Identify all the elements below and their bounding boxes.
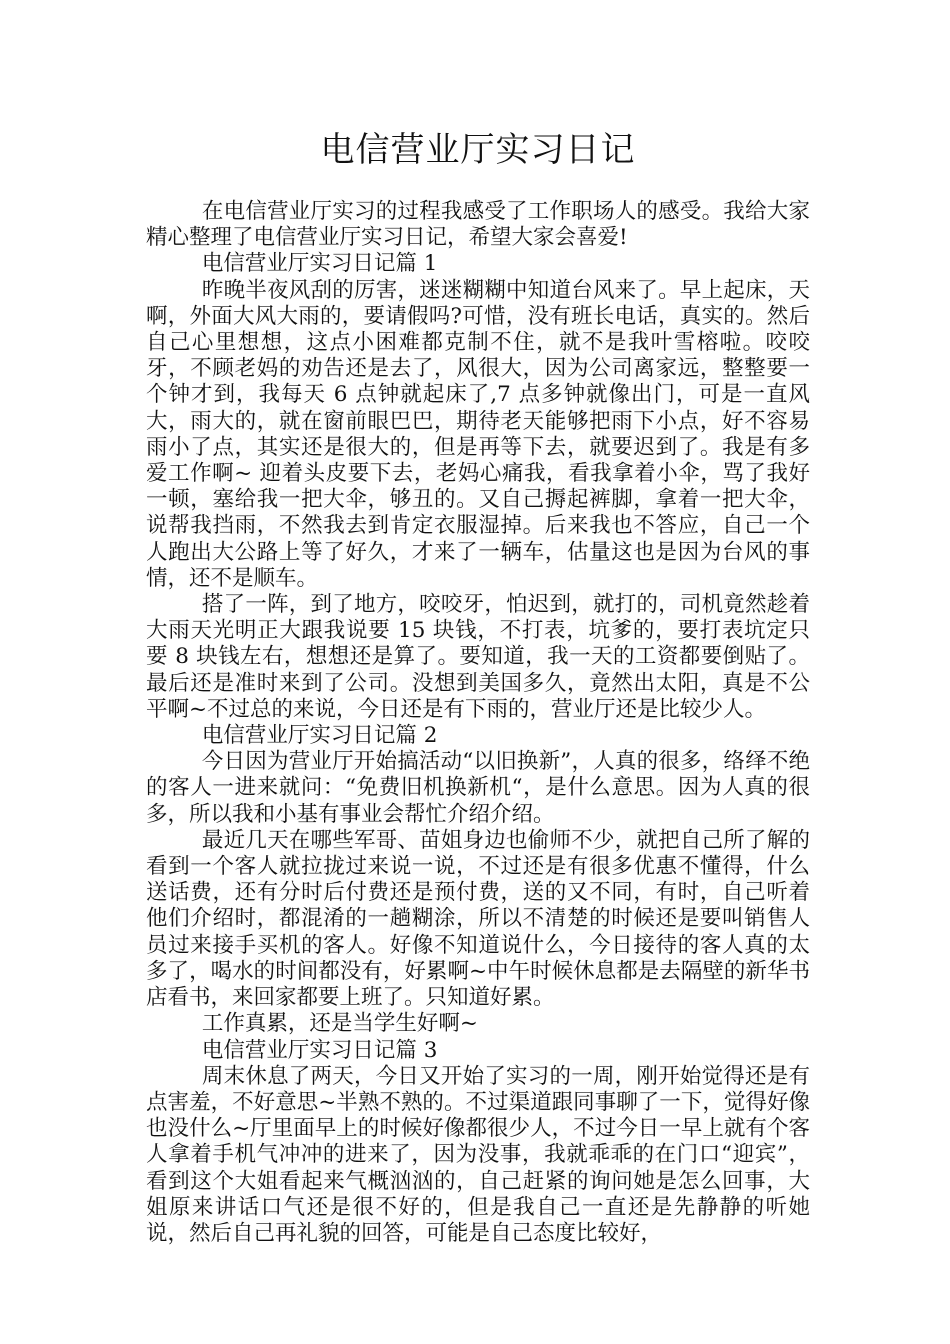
- paragraph: 最近几天在哪些军哥、苗姐身边也偷师不少，就把自己所了解的看到一个客人就拉拢过来说一说，不过还是有很多优惠不懂得，什么送话费，还有分时后付费还是预付费，送的又不同，有时，自己听着他们介绍时，都混淆的一趟糊涂，所以不清楚的时候还是要叫销售人员过来接手买机的客人。好像不知道说什么，今日接待的客人真的太多了，喝水的时间都没有，好累啊~中午时候休息都是去隔壁的新华书店看书，来回家都要上班了。只知道好累。: [146, 827, 810, 1011]
- section-heading-2: 电信营业厅实习日记篇 2: [201, 723, 438, 749]
- paragraph: 搭了一阵，到了地方，咬咬牙，怕迟到，就打的，司机竟然趁着大雨天光明正大跟我说要 15 块钱，不打表，坑爹的，要打表坑定只要 8 块钱左右，想想还是算了。要知道，我一天的工资都要倒贴了。最后还是准时来到了公司。没想到美国多久，竟然出太阳，真是不公平啊~不过总的来说，今日还是有下雨的，营业厅还是比较少人。: [146, 592, 810, 722]
- document-body: [146, 199, 810, 1247]
- document-title: 电信营业厅实习日记: [320, 130, 636, 170]
- paragraph: 昨晚半夜风刮的厉害，迷迷糊糊中知道台风来了。早上起床，天啊，外面大风大雨的，要请假吗?可惜，没有班长电话，真实的。然后自己心里想想，这点小困难都克制不住，就不是我叶雪榕啦。咬咬牙，不顾老妈的劝告还是去了，风很大，因为公司离家远，整整要一个钟才到，我每天 6 点钟就起床了,7 点多钟就像出门，可是一直风大，雨大的，就在窗前眼巴巴，期待老天能够把雨下小点，好不容易雨小了点，其实还是很大的，但是再等下去，就要迟到了。我是有多爱工作啊~ 迎着头皮要下去，老妈心痛我，看我拿着小伞，骂了我好一顿，塞给我一把大伞，够丑的。又自己搙起裤脚，拿着一把大伞，说帮我挡雨，不然我去到肯定衣服湿掉。后来我也不答应，自己一个人跑出大公路上等了好久，才来了一辆车，估量这也是因为台风的事情，还不是顺车。: [146, 277, 810, 591]
- intro-paragraph: 在电信营业厅实习的过程我感受了工作职场人的感受。我给大家精心整理了电信营业厅实习日记，希望大家会喜爱!: [146, 199, 810, 251]
- section-heading-1: 电信营业厅实习日记篇 1: [201, 251, 438, 277]
- document-page: [146, 0, 810, 1344]
- paragraph: 周末休息了两天，今日又开始了实习的一周，刚开始觉得还是有点害羞，不好意思~半熟不熟的。不过渠道跟同事聊了一下，觉得好像也没什么~厅里面早上的时候好像都很少人，不过今日一早上就有个客人拿着手机气冲冲的进来了，因为没事，我就乖乖的在门口“迎宾”，看到这个大姐看起来气概汹汹的，自己赶紧的询问她是怎么回事，大姐原来讲话口气还是很不好的，但是我自己一直还是先静静的听她说，然后自己再礼貌的回答，可能是自己态度比较好，: [146, 1063, 810, 1246]
- section-heading-3: 电信营业厅实习日记篇 3: [201, 1037, 438, 1063]
- paragraph: 今日因为营业厅开始搞活动“以旧换新”，人真的很多，络绎不绝的客人一进来就问：“免费旧机换新机“，是什么意思。因为人真的很多，所以我和小基有事业会帮忙介绍介绍。: [146, 749, 810, 827]
- paragraph: 工作真累，还是当学生好啊~: [201, 1011, 478, 1037]
